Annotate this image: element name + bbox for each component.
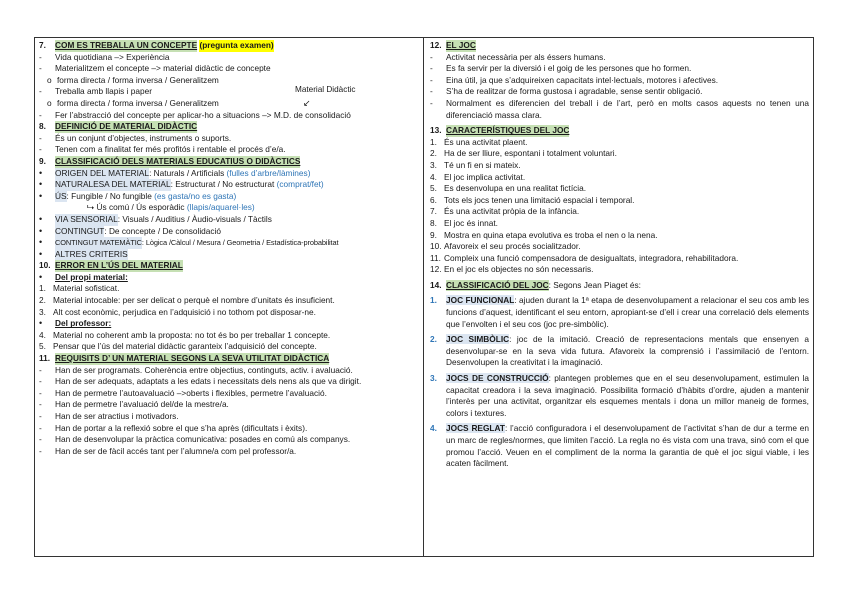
section-title: REQUISITS D’ UN MATERIAL SEGONS LA SEVA UTILITAT DIDÀCTICA: [55, 353, 330, 364]
item-number: 11.: [430, 252, 441, 263]
item-number: 1.: [430, 136, 437, 147]
dash-bullet: -: [39, 387, 42, 398]
right-column: [424, 38, 813, 556]
list-item: - Han de portar a la reflexió sobre el que s’ha après (dificultats i èxits).: [39, 422, 308, 433]
list-item: - Han de ser atractius i motivadors.: [39, 411, 179, 421]
section-title: ERROR EN L’ÚS DEL MATERIAL: [55, 260, 183, 271]
list-item: 4. Material no coherent amb la proposta: no tot és bo per treballar 1 concepte.: [39, 329, 331, 340]
list-item: 2. Material intocable: per ser delicat o perquè el nombre d’unitats és insuficient.: [39, 295, 335, 306]
list-item: - Han de permetre l’autoavaluació –>oberts i flexibles, permetre l’avaluació.: [39, 387, 327, 398]
list-item: • ORIGEN DEL MATERIAL : Naturals / Artificials (fulles d’arbre/làmines): [39, 167, 311, 178]
dash-bullet: -: [39, 364, 42, 375]
item-number: 5.: [430, 183, 437, 194]
game-type-symbolic: 2. JOC SIMBÒLIC: joc de la imitació. Creació de representacions mentals que ensenyen a desenvolupar-se en la seva vida futura. Afavoreix la comprensió i l’assimilació de l’entorn. Desenvolupen la creativitat i la imaginació.: [430, 334, 809, 368]
list-item: • CONTINGUT MATEMÀTIC : Lògica /Càlcul / Mesura / Geometria / Estadística-probabilitat: [39, 237, 339, 248]
section-title: CARACTERÍSTIQUES DEL JOC: [446, 125, 570, 136]
list-item: - Han de ser adequats, adaptats a les edats i necessitats dels nens als que va dirigit.: [39, 376, 362, 387]
list-item: 9. Mostra en quina etapa evolutiva es troba el nen o la nena.: [430, 229, 658, 240]
section-14-heading: 14. CLASSIFICACIÓ DEL JOC : Segons Jean Piaget és:: [430, 279, 641, 290]
section-11-heading: 11. REQUISITS D’ UN MATERIAL SEGONS LA SEVA UTILITAT DIDÀCTICA: [39, 353, 330, 364]
bullet-dot: •: [39, 318, 43, 329]
list-item: 10. Afavoreix el seu procés socialitzador.: [430, 241, 581, 252]
list-item: 1. És una activitat plaent.: [430, 136, 528, 147]
list-item: - Han de desenvolupar la pràctica comunicativa: posades en comú als companys.: [39, 434, 351, 445]
dash-bullet: -: [430, 51, 433, 62]
list-subitem: ⮡ Ús comú / Ús esporàdic (llapis/aquarel·les): [87, 202, 255, 213]
list-item: 2. Ha de ser lliure, espontani i totalment voluntari.: [430, 148, 617, 159]
list-item: - Fer l’abstracció del concepte per aplicar-ho a situacions –> M.D. de consolidació: [39, 109, 351, 120]
bullet-dot: •: [39, 271, 43, 282]
section-8-heading: 8. DEFINICIÓ DE MATERIAL DIDÀCTIC: [39, 121, 198, 132]
left-column: [35, 38, 424, 556]
list-item: 1. Material sofisticat.: [39, 283, 120, 294]
list-item: 3. Alt cost econòmic, perjudica en l’adquisició i no tothom pot disposar-ne.: [39, 306, 316, 317]
dash-bullet: -: [430, 86, 433, 97]
game-type-construction: 3. JOCS DE CONSTRUCCIÓ: plantegen problemes que en el seu desenvolupament, estimulen la capacitat creadora i la seva imaginació. Possibilita formació d’hàbits d’ordre, ajuden a mantenir l’interès per una activitat, organitzar els esquemes mentals i dona un millor maneig de formes, colors i textures.: [430, 373, 809, 418]
dash-bullet: -: [39, 144, 42, 155]
dash-bullet: -: [39, 63, 42, 74]
bullet-dot: •: [39, 190, 43, 201]
item-number: 8.: [430, 217, 437, 228]
list-item: - S’ha de realitzar de forma gustosa i agradable, sense sentir obligació.: [430, 86, 703, 97]
study-sheet: [34, 37, 814, 557]
dash-bullet: -: [39, 132, 42, 143]
dash-bullet: -: [430, 63, 433, 74]
section-title: CLASSIFICACIÓ DEL JOC: [446, 279, 549, 290]
dash-bullet: -: [39, 51, 42, 62]
circle-bullet: o: [47, 74, 52, 85]
bullet-dot: •: [39, 213, 43, 224]
section-title: CLASSIFICACIÓ DELS MATERIALS EDUCATIUS O DIDÀCTICS: [55, 155, 301, 166]
material-didactic-label: Material Didàctic: [295, 86, 356, 95]
game-type-rules: 4. JOCS REGLAT: l’acció configuradora i el desenvolupament de l’activitat s’han de dur a terme en un marc de regles/normes, que limiten l’acció. La regla no és vista com una trava, sinó com el que promou l’acció. Veuen en el compliment de la norma la garantia de què el joc sigui viable, i les acaten fàcilment.: [430, 423, 810, 469]
list-item: 5. Pensar que l’ús del material didàctic garanteix l’adquisició del concepte.: [39, 341, 317, 352]
list-item: 3. Té un fi en si mateix.: [430, 159, 521, 170]
list-item: - Treballa amb llapis i paper Material Didàctic: [39, 86, 356, 97]
list-item: • VIA SENSORIAL : Visuals / Auditius / Àudio-visuals / Tàctils: [39, 213, 272, 224]
item-number: 2.: [430, 148, 437, 159]
list-item: • ÚS : Fungible / No fungible (es gasta/no es gasta): [39, 190, 237, 201]
section-number: 7.: [39, 40, 46, 50]
list-item: - Normalment es diferencien del treball i de l’art, però en molts casos aquests no tenen una diferenciació massa clara.: [430, 97, 809, 120]
bullet-dot: •: [39, 237, 43, 248]
list-item: • ALTRES CRITERIS: [39, 248, 128, 259]
list-item: - Es fa servir per la diversió i el goig de les persones que ho formen.: [430, 63, 692, 74]
list-item: 4. El joc implica activitat.: [430, 171, 526, 182]
list-item: 5. Es desenvolupa en una realitat fictícia.: [430, 183, 587, 194]
item-number: 4.: [430, 171, 437, 182]
list-item: 6. Tots els jocs tenen una limitació espacial i temporal.: [430, 194, 635, 205]
dash-bullet: -: [39, 109, 42, 120]
dash-bullet: -: [39, 399, 42, 410]
section-12-heading: 12. EL JOC: [430, 40, 476, 50]
section-title: COM ES TREBALLA UN CONCEPTE: [55, 40, 198, 50]
item-number: 7.: [430, 206, 437, 217]
section-9-heading: 9. CLASSIFICACIÓ DELS MATERIALS EDUCATIUS O DIDÀCTICS: [39, 155, 301, 166]
list-item: - És un conjunt d’objectes, instruments o suports.: [39, 132, 232, 143]
item-number: 10.: [430, 241, 442, 252]
dash-bullet: -: [39, 86, 42, 97]
arrow-down-left-icon: ↙: [303, 97, 311, 108]
dash-bullet: -: [39, 422, 42, 433]
list-item: - Han de ser de fàcil accés tant per l’alumne/a com pel professor/a.: [39, 445, 297, 456]
list-item: 8. El joc és innat.: [430, 217, 498, 228]
section-7-heading: [39, 40, 419, 52]
elbow-arrow-icon: ⮡: [87, 202, 95, 213]
list-item: - Materialitzem el concepte –> material didàctic de concepte: [39, 63, 271, 74]
dash-bullet: -: [39, 376, 42, 387]
dash-bullet: -: [39, 411, 42, 421]
list-item: - Han de ser programats. Coherència entre objectius, continguts, activ. i avaluació.: [39, 364, 353, 375]
dash-bullet: -: [39, 434, 42, 445]
dash-bullet: -: [430, 74, 433, 85]
list-item: 7. És una activitat pròpia de la infància.: [430, 206, 580, 217]
exam-note: (pregunta examen): [199, 40, 274, 50]
list-item: - Eina útil, ja que s’adquireixen capacitats intel·lectuals, motores i afectives.: [430, 74, 719, 85]
dash-bullet: -: [39, 445, 42, 456]
section-13-heading: 13. CARACTERÍSTIQUES DEL JOC: [430, 125, 570, 136]
list-item: 11. Compleix una funció compensadora de desigualtats, integradora, rehabilitadora.: [430, 252, 739, 263]
circle-bullet: o: [47, 97, 52, 108]
list-item: - Vida quotidiana –> Experiència: [39, 51, 170, 62]
bullet-dot: •: [39, 167, 43, 178]
section-10-heading: 10. ERROR EN L’ÚS DEL MATERIAL: [39, 260, 183, 271]
item-number: 6.: [430, 194, 437, 205]
item-number: 3.: [430, 159, 437, 170]
list-item: • Del professor:: [39, 318, 112, 329]
bullet-dot: •: [39, 248, 43, 259]
bullet-dot: •: [39, 179, 43, 190]
list-item: • CONTINGUT : De concepte / De consolidació: [39, 225, 222, 236]
section-title: DEFINICIÓ DE MATERIAL DIDÀCTIC: [55, 121, 198, 132]
list-item: - Han de permetre l’avaluació del/de la mestre/a.: [39, 399, 229, 410]
bullet-dot: •: [39, 225, 43, 236]
list-subitem: o forma directa / forma inversa / Generalitzem: [47, 74, 219, 85]
item-number: 12.: [430, 264, 442, 275]
dash-bullet: -: [430, 97, 433, 108]
list-item: - Activitat necessària per als éssers humans.: [430, 51, 606, 62]
list-item: • Del propi material:: [39, 271, 128, 282]
section-title: EL JOC: [446, 40, 476, 50]
list-item: - Tenen com a finalitat fer més profitós i rentable el procés d’e/a.: [39, 144, 286, 155]
characteristics-list: [430, 137, 809, 276]
list-item: • NATURALESA DEL MATERIAL : Estructurat / No estructurat (comprat/fet): [39, 179, 324, 190]
list-item: 12. En el joc els objectes no són necessaris.: [430, 264, 594, 275]
list-subitem: o forma directa / forma inversa / Generalitzem ↙: [47, 97, 311, 108]
item-number: 9.: [430, 229, 437, 240]
game-type-functional: 1. JOC FUNCIONAL: ajuden durant la 1ª etapa de desenvolupament a relacionar el seu cos amb les funcions d’aquest, identificant el seu entorn, apropiant-se d’ell i crear una correlació dels elements que l’envolten i el seu cos (joc pre-simbòlic).: [430, 295, 809, 329]
